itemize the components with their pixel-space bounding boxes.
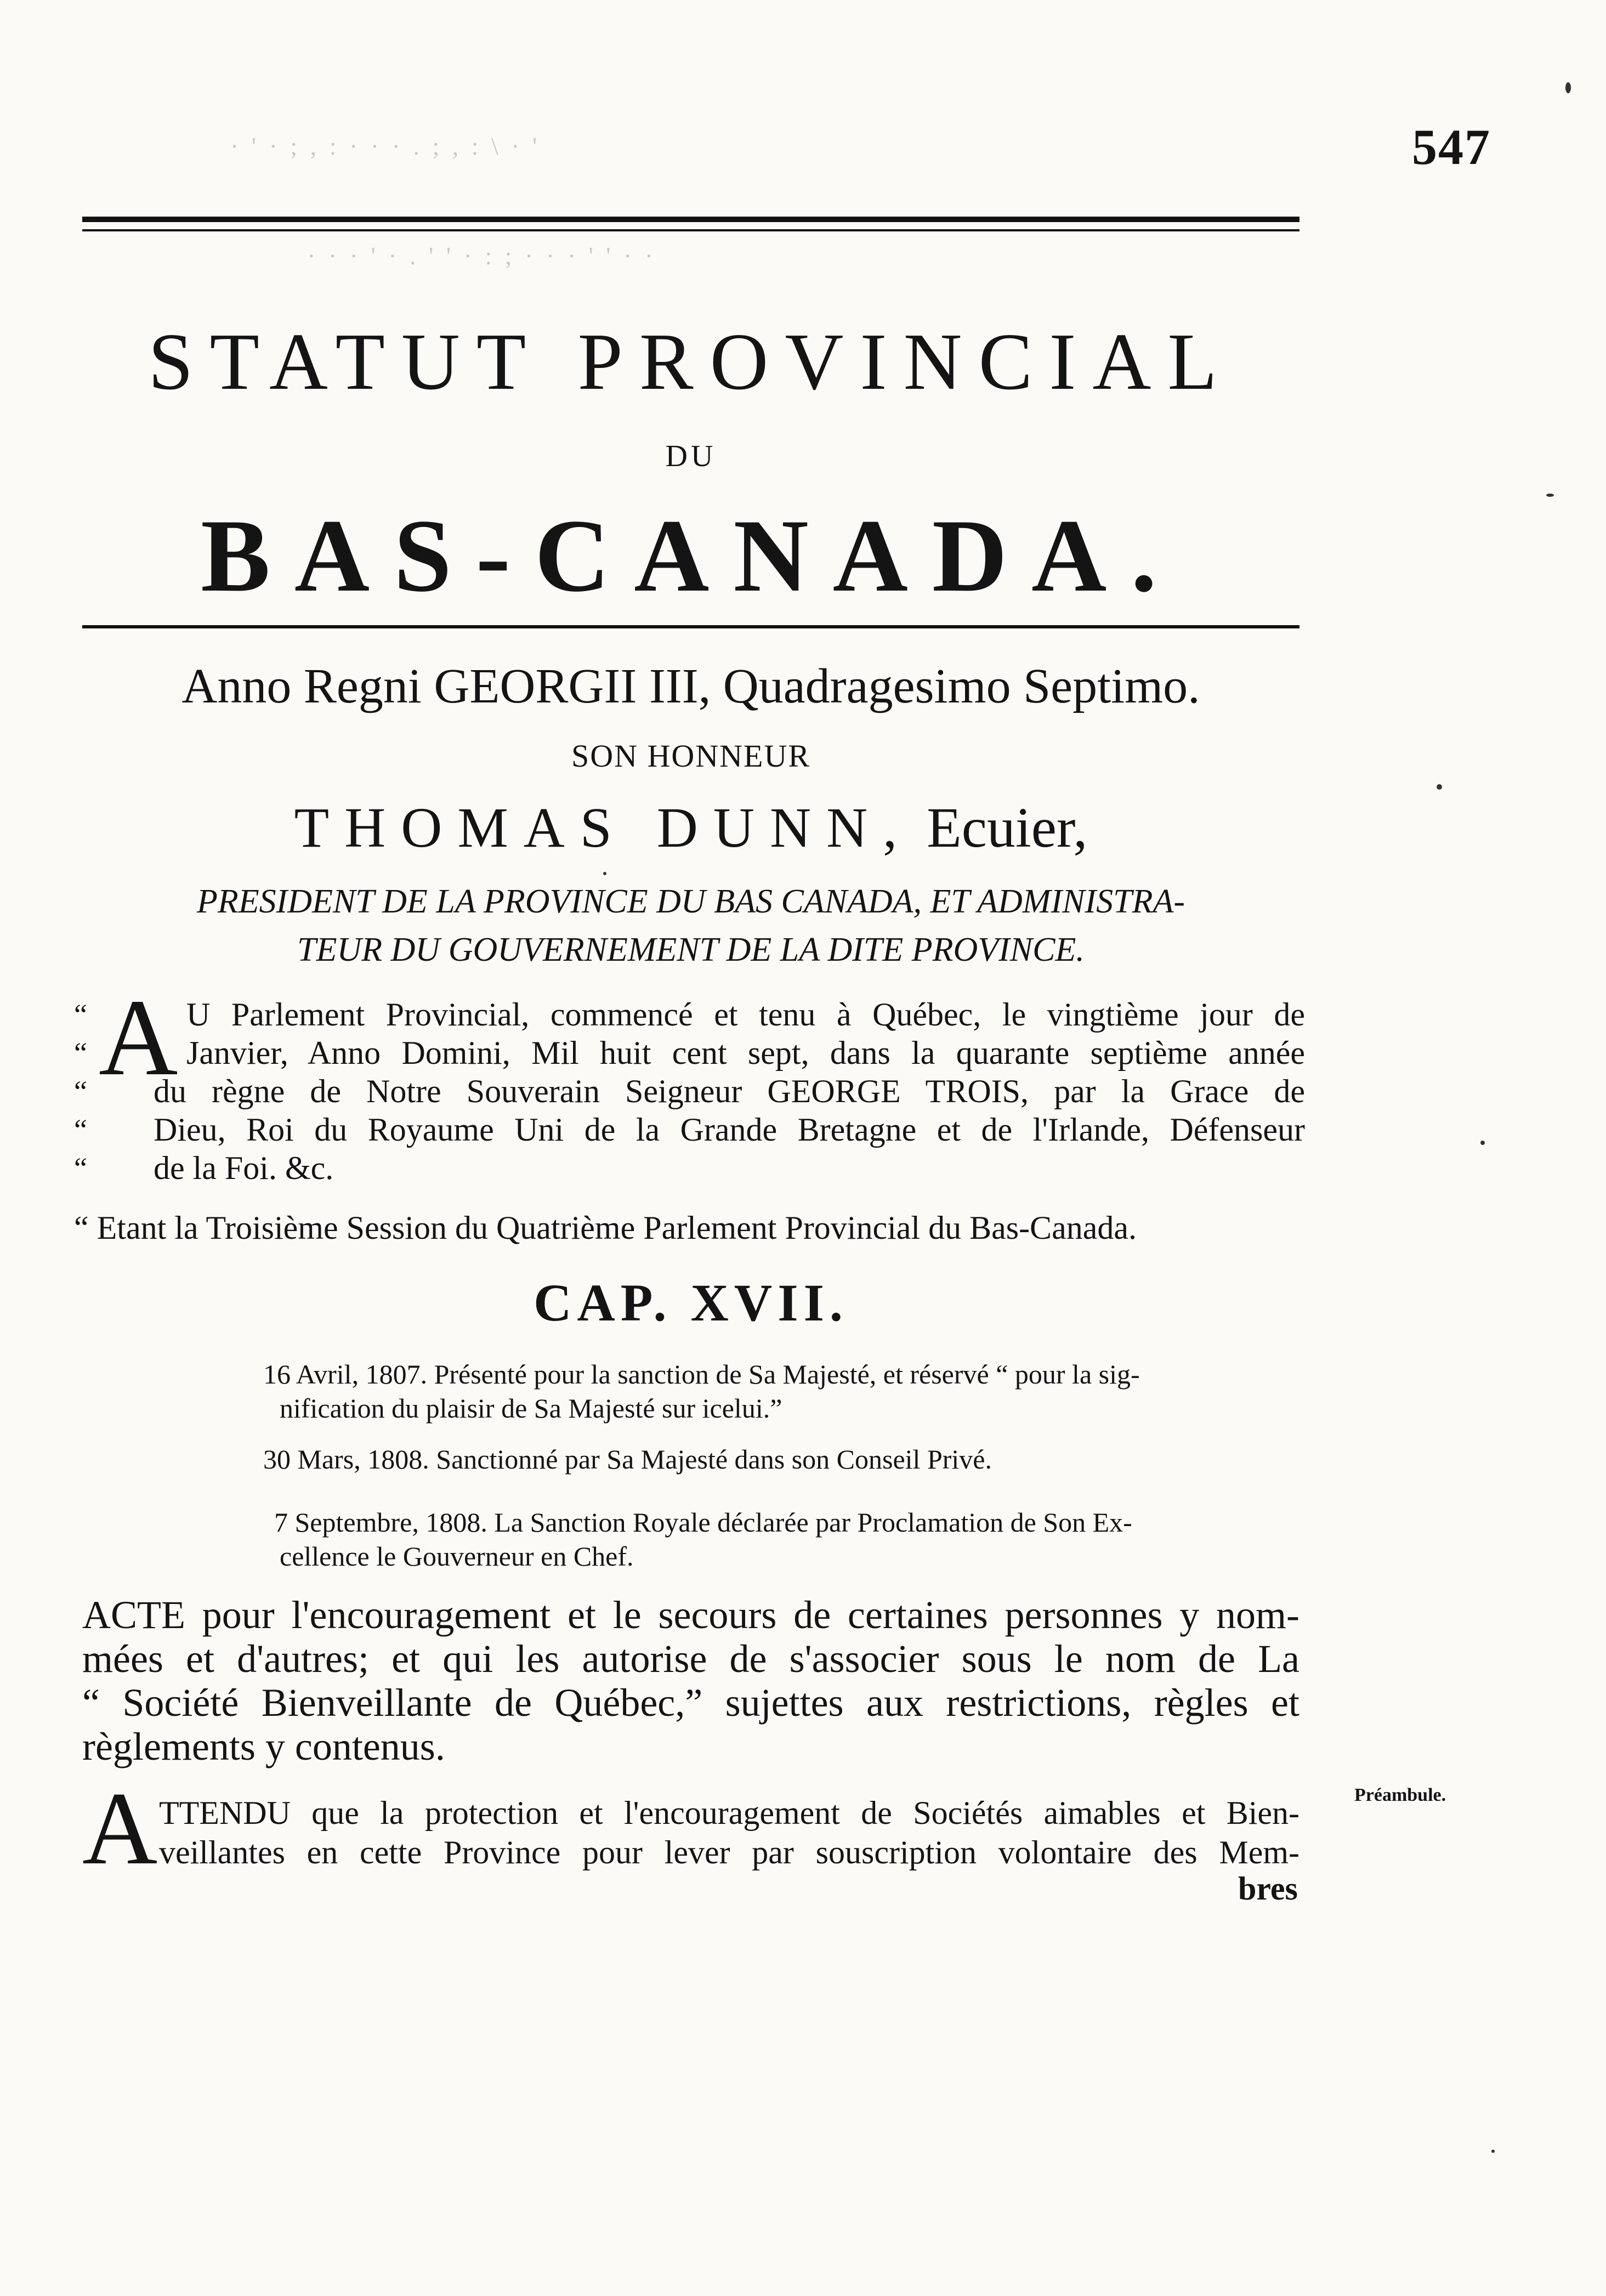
president-heading: [82, 877, 1299, 974]
anno-regni-line: Anno Regni GEORGII III, Quadragesimo Septimo.: [181, 659, 1200, 713]
name-line: [82, 795, 1299, 860]
preamble-paragraph: [159, 1793, 1299, 1872]
margin-note-preambule: Préambule.: [1354, 1785, 1446, 1805]
recital-line: de la Foi. &c.: [154, 1150, 334, 1186]
name-thomas-dunn: THOMAS DUNN,: [294, 796, 913, 859]
recital-line: du règne de Notre Souverain Seigneur GEORGE TROIS, par la Grace de: [154, 1073, 1305, 1109]
bleed-through-text-mid: · · · ' · . ' ' · : ; · · · ' ' · ·: [307, 242, 657, 270]
preamble-dropcap: A: [82, 1771, 158, 1886]
acte-line: “ Société Bienveillante de Québec,” sujettes aux restrictions, règles et: [82, 1681, 1299, 1725]
recital-quote-marks: [74, 995, 101, 1187]
title-du: DU: [665, 439, 717, 473]
acte-line: mées et d'autres; et qui les autorise de s'associer sous le nom de La: [82, 1637, 1299, 1681]
date-line: cellence le Gouverneur en Chef.: [280, 1541, 634, 1572]
quote-mark: “: [74, 1075, 87, 1108]
date-line: 16 Avril, 1807. Présenté pour la sanction de Sa Majesté, et réservé “ pour la sig-: [263, 1359, 1140, 1390]
header-rule-thin: [82, 229, 1299, 231]
etant-line: “ Etant la Troisième Session du Quatrième Parlement Provincial du Bas-Canada.: [74, 1210, 1137, 1246]
recital-dropcap: A: [99, 977, 178, 1098]
acte-line: règlements y contenus.: [82, 1725, 445, 1768]
paper-speck: [1480, 1141, 1485, 1145]
header-rule-thick: [82, 217, 1299, 222]
president-line-1: PRESIDENT DE LA PROVINCE DU BAS CANADA, ET ADMINISTRA-: [197, 883, 1185, 920]
son-honneur: SON HONNEUR: [571, 738, 811, 774]
quote-mark: “: [74, 1152, 87, 1184]
date-line: nification du plaisir de Sa Majesté sur icelui.”: [280, 1393, 782, 1424]
title-statut-provincial: STATUT PROVINCIAL: [148, 317, 1234, 407]
paper-speck: [603, 872, 606, 875]
recital-line: U Parlement Provincial, commencé et tenu à Québec, le vingtième jour de: [186, 996, 1305, 1033]
catchword: bres: [1238, 1870, 1298, 1907]
acte-line: ACTE pour l'encouragement et le secours de certaines personnes y nom-: [82, 1593, 1299, 1637]
acte-title-paragraph: [82, 1593, 1299, 1768]
bleed-through-text-top: · ' · ; , : · · · . ; , : \ · ': [230, 132, 541, 160]
date-entry-sanctioned: [263, 1442, 1299, 1476]
date-entry-proclaimed: [274, 1505, 1310, 1573]
title-bas-canada: BAS-CANADA.: [201, 498, 1181, 614]
date-entry-presented: [263, 1357, 1299, 1425]
paper-speck: [1565, 82, 1571, 93]
president-line-2: TEUR DU GOUVERNEMENT DE LA DITE PROVINCE.: [297, 931, 1085, 968]
paper-speck: [1437, 784, 1442, 790]
paper-speck: [1546, 494, 1554, 497]
quote-mark: “: [74, 1036, 87, 1069]
date-line: 30 Mars, 1808. Sanctionné par Sa Majesté dans son Conseil Privé.: [263, 1444, 992, 1475]
preamble-line: TTENDU que la protection et l'encouragement de Sociétés aimables et Bien-: [159, 1795, 1299, 1831]
quote-mark: “: [74, 998, 87, 1031]
date-line: 7 Septembre, 1808. La Sanction Royale déclarée par Proclamation de Son Ex-: [274, 1507, 1132, 1538]
paper-speck: [1491, 2150, 1495, 2153]
recital-paragraph: [154, 995, 1305, 1187]
chapter-heading: CAP. XVII.: [534, 1273, 848, 1332]
title-rule: [82, 625, 1299, 628]
preamble-line: veillantes en cette Province pour lever par souscription volontaire des Mem-: [159, 1834, 1299, 1870]
name-title-ecuier: Ecuier,: [927, 796, 1088, 859]
quote-mark: “: [74, 1113, 87, 1146]
page-number: 547: [1412, 119, 1491, 175]
recital-line: Janvier, Anno Domini, Mil huit cent sept, dans la quarante septième année: [186, 1035, 1305, 1071]
recital-line: Dieu, Roi du Royaume Uni de la Grande Bretagne et de l'Irlande, Défenseur: [154, 1112, 1305, 1148]
